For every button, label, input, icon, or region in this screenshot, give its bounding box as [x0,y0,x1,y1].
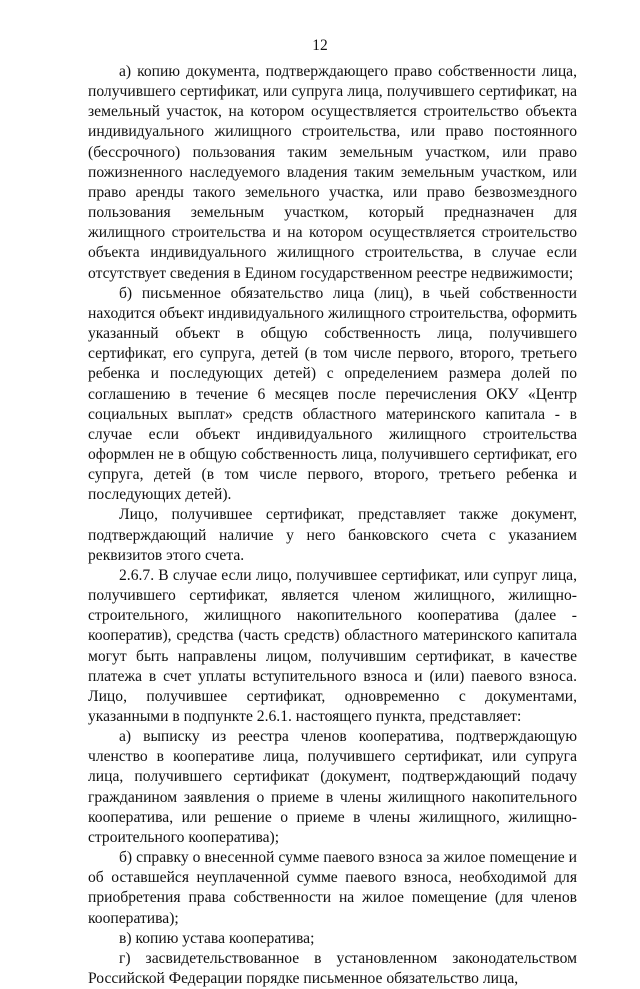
paragraph-g-certified-obligation: г) засвидетельствованное в установленном законодательством Российской Федерации порядке письменное обязательство лица, [88,949,577,988]
paragraph-bank-account: Лицо, получившее сертификат, представляет также документ, подтверждающий наличие у него банковского счета с указанием реквизитов этого счета. [88,506,577,564]
paragraph-2-6-7: 2.6.7. В случае если лицо, получившее сертификат, или супруг лица, получившего сертификат, является членом жилищного, жилищно-строительного, жилищного накопительного кооператива (далее - кооператив), средства (часть средств) областного материнского капитала могут быть направлены лицом, получившим сертификат, в качестве платежа в счет уплаты вступительного взноса и (или) паевого взноса. Лицо, получившее сертификат, одновременно с документами, указанными в подпункте 2.6.1. настоящего пункта, представляет: [88,566,577,725]
page-number: 12 [312,37,328,54]
paragraph-a-land-ownership: а) копию документа, подтверждающего право собственности лица, получившего сертификат, или супруга лица, получившего сертификат, на земельный участок, на котором осуществляется строительство объекта индивидуального жилищного строительства, или право постоянного (бессрочного) пользования таким земельным участком, или право пожизненного наследуемого владения таким земельным участком, или право аренды такого земельного участка, или право безвозмездного пользования земельным участком, который предназначен для жилищного строительства и на котором осуществляется строительство объекта индивидуального жилищного строительства, в случае если отсутствует сведения в Едином государственном реестре недвижимости; [88,63,577,282]
paragraph-a-cooperative-extract: а) выписку из реестра членов кооператива, подтверждающую членство в кооперативе лица, получившего сертификат, или супруга лица, получившего сертификат (документ, подтверждающий подачу гражданином заявления о приеме в члены жилищного накопительного кооператива, или решение о приеме в члены жилищного, жилищно-строительного кооператива); [88,728,577,846]
paragraph-b-share-contribution: б) справку о внесенной сумме паевого взноса за жилое помещение и об оставшейся неуплаченной сумме паевого взноса, необходимой для приобретения права собственности на жилое помещение (для членов кооператива); [88,849,577,927]
paragraph-b-ownership-obligation: б) письменное обязательство лица (лиц), в чьей собственности находится объект индивидуального жилищного строительства, оформить указанный объект в общую собственность лица, получившего сертификат, его супруга, детей (в том числе первого, второго, третьего ребенка и последующих детей) с определением размера долей по соглашению в течение 6 месяцев после перечисления ОКУ «Центр социальных выплат» средств областного материнского капитала - в случае если объект индивидуального жилищного строительства оформлен не в общую собственность лица, получившего сертификат, его супруга, детей (в том числе первого, второго, третьего ребенка и последующих детей). [88,284,577,504]
document-body [88,62,577,989]
paragraph-v-charter-copy: в) копию устава кооператива; [119,929,315,947]
